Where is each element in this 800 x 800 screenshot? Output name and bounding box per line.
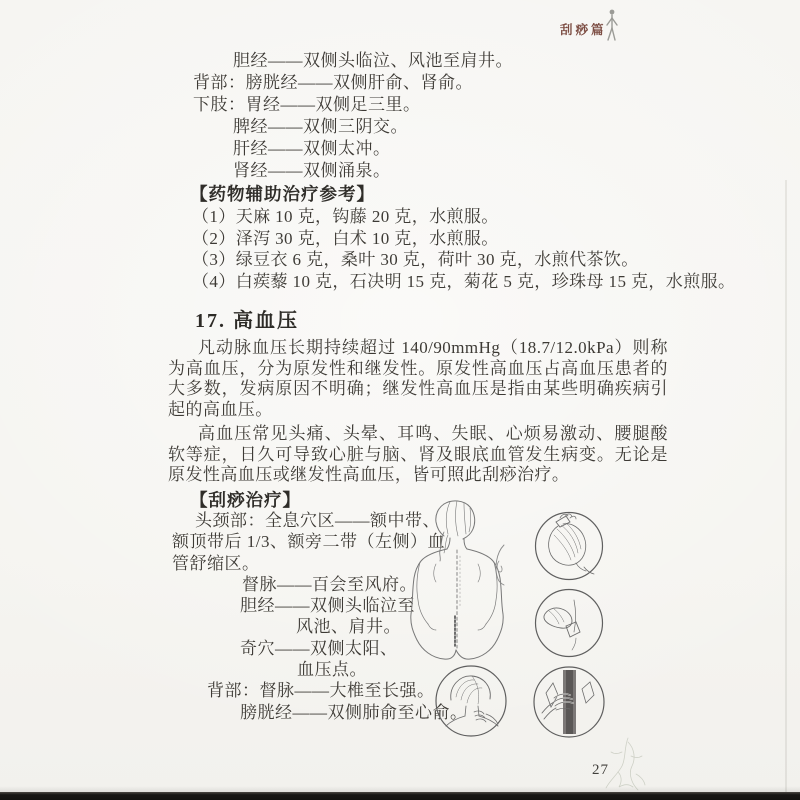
profile-fragment-illustration [491,543,509,587]
herbal-item: （1）天麻 10 克，钩藤 20 克，水煎服。 [192,207,499,226]
herbal-reference-section [168,183,735,292]
treatment-line: 胆经——双侧头临泣至 [240,596,415,616]
treatment-line: 额顶带后 1/3、额旁二带（左侧）血 [172,532,445,552]
meridian-list-top [168,50,513,182]
list-line: 下肢：胃经——双侧足三里。 [193,95,421,114]
treatment-line: 头颈部：全息穴区——额中带、 [195,511,440,530]
herbal-reference-heading: 【药物辅助治疗参考】 [190,184,375,204]
guasha-treatment-heading: 【刮痧治疗】 [190,490,301,510]
inset-scraping-head-side [532,586,606,660]
page-edge-line [785,180,787,792]
treatment-line: 督脉——百会至风府。 [242,574,417,594]
herbal-item: （3）绿豆衣 6 克，桑叶 30 克，荷叶 30 克，水煎代茶饮。 [192,250,639,269]
treatment-line: 膀胱经——双侧肺俞至心俞。 [240,702,468,722]
treatment-line: 奇穴——双侧太阳、 [240,638,398,658]
inset-scraping-head-top [532,509,606,583]
list-line: 胆经——双侧头临泣、风池至肩井。 [233,51,513,70]
bottom-edge-bar [0,792,800,800]
section-paragraph-1: 凡动脉血压长期持续超过 140/90mmHg（18.7/12.0kPa）则称为高血压，分为原发性和继发性。原发性高血压占高血压患者的大多数，发病原因不明确；继发性高血压是指由某些明确疾病引起的高血压。 [168,338,668,419]
page-number: 27 [592,762,609,778]
treatment-line: 风池、肩井。 [296,617,401,637]
inset-scraping-back-spine [531,664,607,740]
section-paragraph-2: 高血压常见头痛、头晕、耳鸣、失眠、心烦易激动、腰腿酸软等症，日久可导致心脏与脑、肾及眼底血管发生病变。无论是原发性高血压或继发性高血压，皆可照此刮痧治疗。 [168,424,668,485]
inset-scraping-neck [433,663,509,739]
list-line: 背部：膀胱经——双侧肝俞、肾俞。 [193,73,473,92]
herbal-item: （4）白蒺藜 10 克，石决明 15 克，菊花 5 克，珍珠母 15 克，水煎服。 [192,271,736,291]
treatment-line: 背部：督脉——大椎至长强。 [207,681,435,701]
list-line: 肾经——双侧涌泉。 [233,161,391,180]
list-line: 肝经——双侧太冲。 [233,139,391,158]
herbal-item: （2）泽泻 30 克，白术 10 克，水煎服。 [192,228,499,248]
list-line: 脾经——双侧三阴交。 [233,117,408,136]
section-heading: 17. 高血压 [195,310,299,332]
treatment-line: 血压点。 [297,660,367,680]
standing-person-icon [602,8,622,44]
treatment-line: 管舒缩区。 [172,553,260,573]
chapter-label: 刮痧篇 [560,23,607,37]
